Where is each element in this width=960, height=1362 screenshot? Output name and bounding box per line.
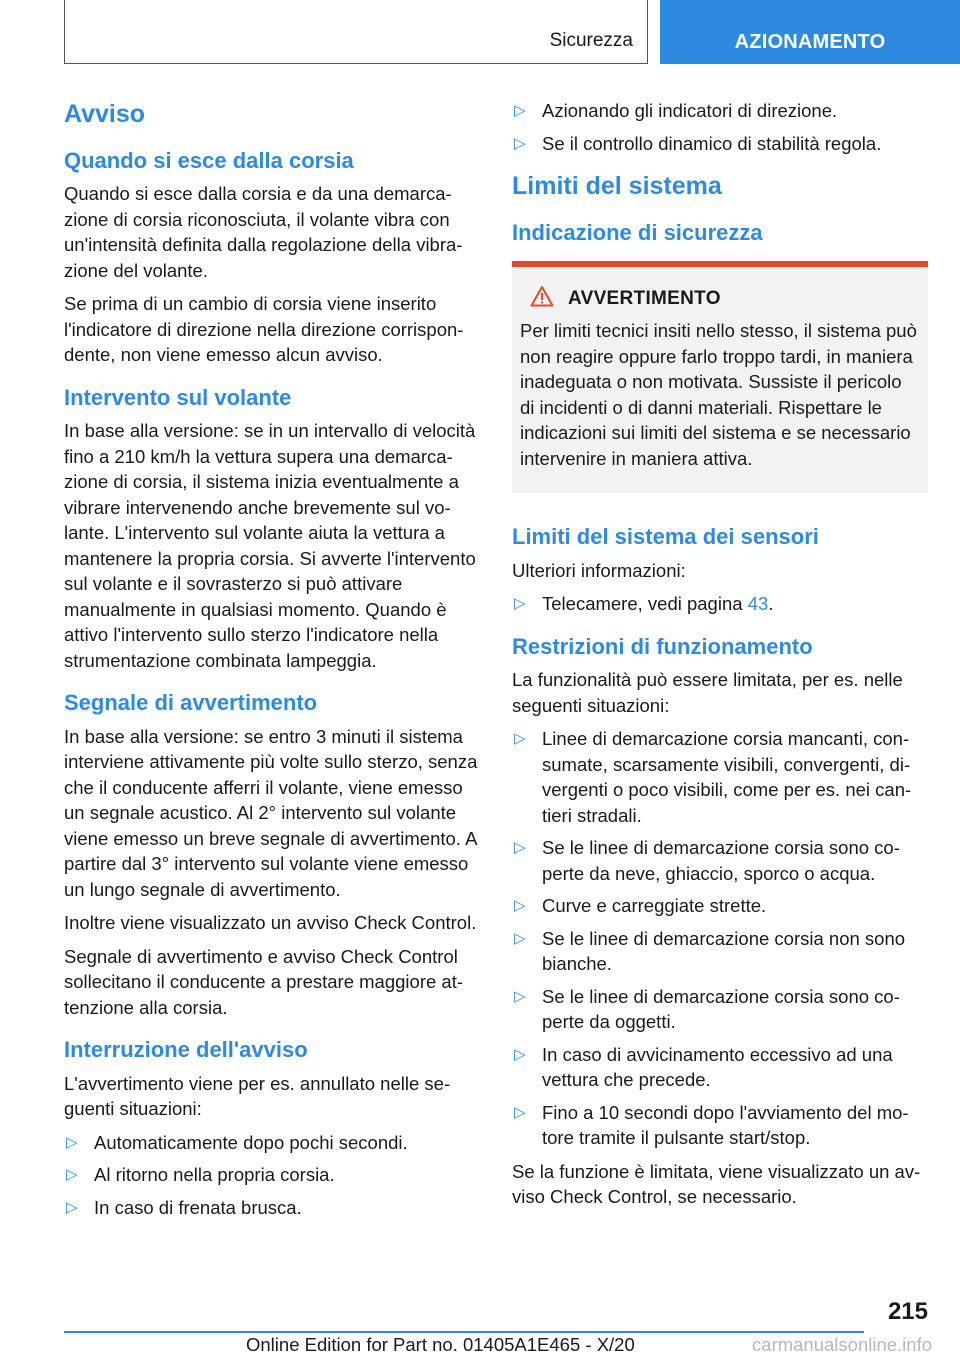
triangle-bullet-icon: ▷ [514, 134, 526, 152]
bullet-list [64, 1130, 480, 1221]
section-lane-departure [64, 147, 480, 368]
right-column [512, 98, 928, 1226]
triangle-bullet-icon: ▷ [66, 1198, 78, 1216]
triangle-bullet-icon: ▷ [66, 1166, 78, 1184]
heading-sensor-limits: Limiti del sistema dei sensori [512, 524, 819, 550]
page-link[interactable]: 43 [747, 593, 769, 615]
bullet-list [512, 98, 928, 156]
heading-restrictions: Restrizioni di funzionamento [512, 633, 813, 659]
list-item: ▷ In caso di avvicinamento eccessivo ad una vettura che precede. [514, 1043, 893, 1091]
heading-safety-note: Indicazione di sicurezza [512, 219, 763, 245]
page-number: 215 [887, 1298, 928, 1325]
paragraph: La funzionalità può essere limitata, per es. nelle seguenti situazioni: [512, 669, 903, 716]
list-item: ▷ Se le linee di demarcazione corsia sono coperte da oggetti. [514, 985, 900, 1033]
page-title: Avviso [64, 100, 146, 128]
list-item: ▷ Se le linee di demarcazione corsia sono coperte da neve, ghiaccio, sporco o acqua. [514, 837, 900, 884]
triangle-bullet-icon: ▷ [514, 897, 526, 915]
heading-warning-signal: Segnale di avvertimento [64, 690, 318, 716]
list-item: ▷ In caso di frenata brusca. [64, 1195, 480, 1221]
paragraph: Segnale di avvertimento e avviso Check Control sollecitano il conducente a prestare maggiore attenzione alla corsia. [64, 945, 464, 1018]
triangle-bullet-icon: ▷ [514, 730, 526, 748]
list-item: ▷ Se il controllo dinamico di stabilità regola. [512, 131, 928, 157]
paragraph: Inoltre viene visualizzato un avviso Check Control. [64, 912, 477, 934]
paragraph: Se prima di un cambio di corsia viene inserito l'indicatore di direzione nella direzione corrispondente, non viene emesso alcun avviso. [64, 293, 464, 366]
list-item: ▷ Fino a 10 secondi dopo l'avviamento del motore tramite il pulsante start/stop. [514, 1101, 909, 1149]
triangle-bullet-icon: ▷ [66, 1133, 78, 1151]
section-restrictions [512, 633, 928, 1210]
paragraph: In base alla versione: se entro 3 minuti il sistema interviene attivamente più volte sullo sterzo, senza che il conducente afferri il volante, viene emesso un segnale acustico. Al 2° intervento sul volante viene emesso un breve segnale di avvertimento. A partire dal 3° intervento sul volante viene emesso un lungo segnale di avvertimento. [64, 725, 478, 900]
watermark: carmanualsonline.info [752, 1334, 932, 1355]
paragraph: Quando si esce dalla corsia e da una demarcazione di corsia riconosciuta, il volante vibra con un'intensità definita dalla regolazione della vibrazione del volante. [64, 183, 463, 281]
triangle-bullet-icon: ▷ [514, 1045, 526, 1063]
warning-triangle-icon [530, 285, 554, 312]
header-frame [64, 0, 648, 64]
chapter-tab-label: AZIONAMENTO [734, 31, 886, 53]
paragraph: Se la funzione è limitata, viene visualizzato un avviso Check Control, se necessario. [512, 1160, 921, 1208]
paragraph: L'avvertimento viene per es. annullato nelle seguenti situazioni: [64, 1072, 451, 1120]
triangle-bullet-icon: ▷ [514, 1103, 526, 1121]
left-column [64, 98, 480, 1236]
paragraph: In base alla versione: se in un intervallo di velocità fino a 210 km/h la vettura supera una demarcazione di corsia, il sistema inizia eventualmente a vibrare intervenendo anche brevemente sul volante. L'intervento sul volante aiuta la vettura a mantenere la propria corsia. Si avverte l'intervento sul volante e il sovrasterzo si può attivare manualmente in qualsiasi momento. Quando è attivo l'intervento sullo sterzo l'indicatore nella strumentazione combinata lampeggia. [64, 420, 476, 671]
list-item: ▷ Al ritorno nella propria corsia. [64, 1162, 480, 1188]
warning-text: Per limiti tecnici insiti nello stesso, il sistema può non reagire oppure farlo troppo tardi, in maniera inadeguata o non motivata. Sussiste il pericolo di incidenti o di danni materiali. Rispettare le indicazioni sui limiti del sistema e se necessario intervenire in maniera attiva. [520, 320, 917, 469]
list-item: ▷ Se le linee di demarcazione corsia non sono bianche. [514, 927, 906, 975]
warning-box [512, 261, 928, 493]
heading-lane-departure: Quando si esce dalla corsia [64, 147, 354, 173]
section-sensor-limits [512, 523, 928, 617]
chapter-tab[interactable] [660, 0, 960, 64]
list-item: ▷ Telecamere, vedi pagina 43. [512, 591, 928, 617]
bullet-list [512, 726, 928, 1151]
section-warning-signal [64, 689, 480, 1020]
edition-label: Online Edition for Part no. 01405A1E465 - X/20 [246, 1334, 635, 1355]
list-item: ▷ Automaticamente dopo pochi secondi. [64, 1130, 480, 1156]
warning-header [530, 285, 918, 312]
footer-divider [64, 1331, 864, 1333]
triangle-bullet-icon: ▷ [514, 595, 526, 613]
section-label: Sicurezza [549, 30, 633, 51]
list-item: ▷ Azionando gli indicatori di direzione. [512, 98, 928, 124]
section-warning-interruption [64, 1036, 480, 1220]
heading-steering-intervention: Intervento sul volante [64, 384, 292, 410]
list-item: ▷ Curve e carreggiate strette. [512, 893, 928, 919]
heading-warning-interruption: Interruzione dell'avviso [64, 1037, 308, 1063]
bullet-list [512, 591, 928, 617]
triangle-bullet-icon: ▷ [514, 929, 526, 947]
warning-title: AVVERTIMENTO [568, 287, 721, 309]
triangle-bullet-icon: ▷ [514, 987, 526, 1005]
list-item: ▷ Linee di demarcazione corsia mancanti, consumate, scarsamente visibili, convergenti, divergenti o poco visibili, come per es. nei cantieri stradali. [514, 728, 912, 826]
heading-system-limits: Limiti del sistema [512, 172, 722, 200]
triangle-bullet-icon: ▷ [514, 102, 526, 119]
paragraph: Ulteriori informazioni: [512, 559, 686, 581]
triangle-bullet-icon: ▷ [514, 839, 526, 857]
section-steering-intervention [64, 384, 480, 674]
